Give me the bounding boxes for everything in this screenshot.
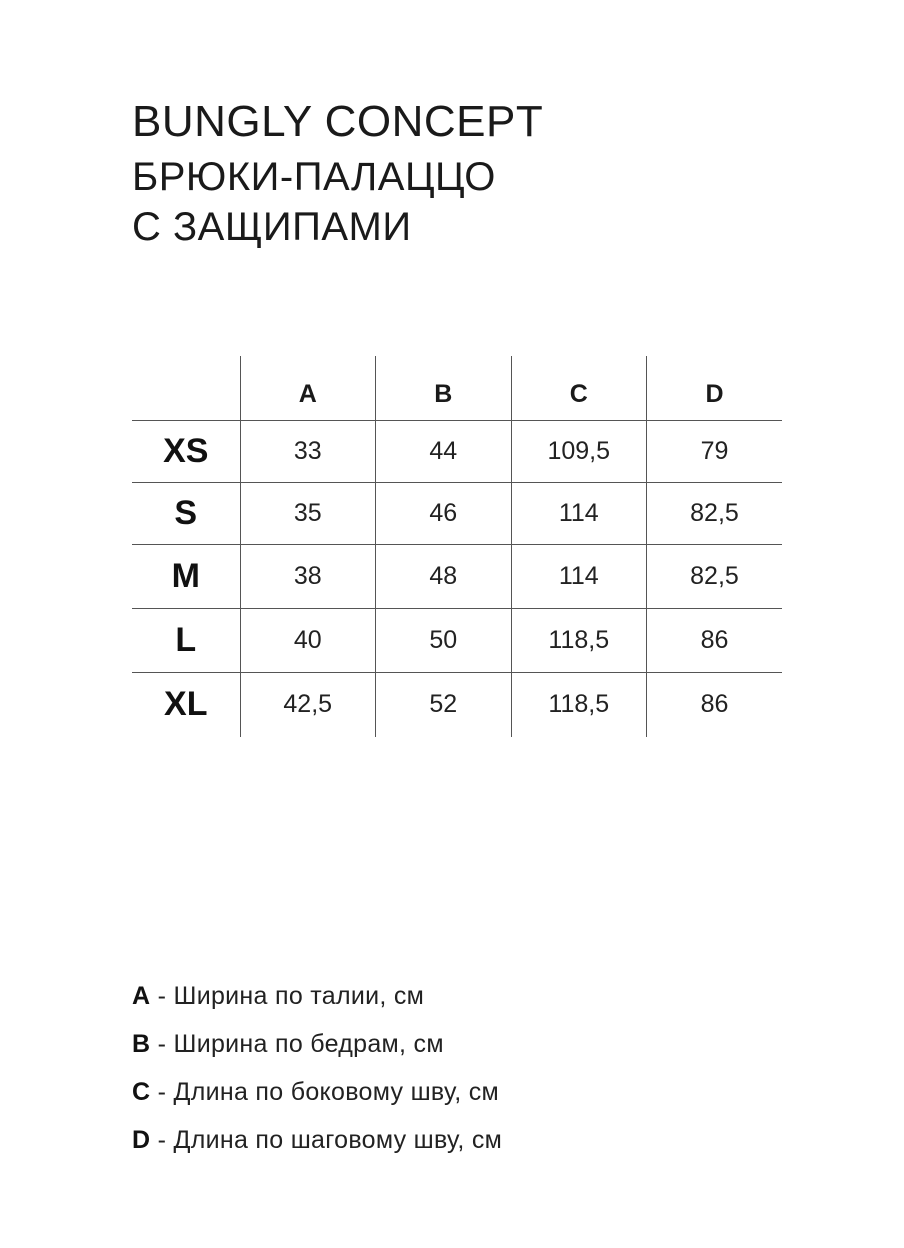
table-cell: 82,5 <box>647 545 783 609</box>
measurement-legend <box>132 972 502 1164</box>
table-row-l <box>132 609 782 673</box>
column-header-b: B <box>376 356 512 421</box>
column-header-d: D <box>647 356 783 421</box>
table-cell: 82,5 <box>647 483 783 545</box>
product-title <box>132 152 496 252</box>
legend-item-a <box>132 972 502 1020</box>
table-corner-cell <box>132 356 240 421</box>
table-cell: 118,5 <box>511 609 647 673</box>
legend-text: - Длина по шаговому шву, см <box>150 1126 503 1154</box>
table-cell: 35 <box>240 483 376 545</box>
legend-item-b <box>132 1020 502 1068</box>
size-label: XL <box>164 685 208 724</box>
legend-item-d <box>132 1116 502 1164</box>
table-row-xl <box>132 673 782 737</box>
table-row-s <box>132 483 782 545</box>
legend-key: B <box>132 1030 151 1058</box>
column-header-c: C <box>511 356 647 421</box>
legend-item-c <box>132 1068 502 1116</box>
size-label: L <box>132 609 240 673</box>
table-cell: 86 <box>647 673 783 737</box>
table-cell: 40 <box>240 609 376 673</box>
table-cell: 38 <box>240 545 376 609</box>
table-cell: 79 <box>647 421 783 483</box>
brand-title: BUNGLY CONCEPT <box>132 97 544 146</box>
table-cell: 86 <box>647 609 783 673</box>
column-header-a: A <box>240 356 376 421</box>
table-cell: 114 <box>511 545 647 609</box>
legend-text: - Ширина по бедрам, см <box>150 1030 444 1058</box>
size-table <box>132 356 782 737</box>
table-cell: 118,5 <box>511 673 647 737</box>
product-title-line-1: БРЮКИ-ПАЛАЦЦО <box>132 155 496 199</box>
table-row-m <box>132 545 782 609</box>
table-cell: 50 <box>376 609 512 673</box>
product-title-line-2: С ЗАЩИПАМИ <box>132 205 412 249</box>
table-row-xs <box>132 421 782 483</box>
legend-text: - Ширина по талии, см <box>150 982 425 1010</box>
table-cell: 114 <box>511 483 647 545</box>
table-cell: 46 <box>376 483 512 545</box>
legend-key: D <box>132 1126 151 1154</box>
table-cell: 33 <box>240 421 376 483</box>
table-cell: 44 <box>376 421 512 483</box>
table-header-row <box>132 356 782 421</box>
table-cell: 109,5 <box>511 421 647 483</box>
size-label: XS <box>132 421 240 483</box>
size-label: S <box>132 483 240 545</box>
legend-key: A <box>132 982 151 1010</box>
size-label: M <box>132 545 240 609</box>
legend-text: - Длина по боковому шву, см <box>150 1078 500 1106</box>
table-cell: 42,5 <box>240 673 376 737</box>
table-cell: 48 <box>376 545 512 609</box>
table-cell: 52 <box>376 673 512 737</box>
legend-key: C <box>132 1078 151 1106</box>
